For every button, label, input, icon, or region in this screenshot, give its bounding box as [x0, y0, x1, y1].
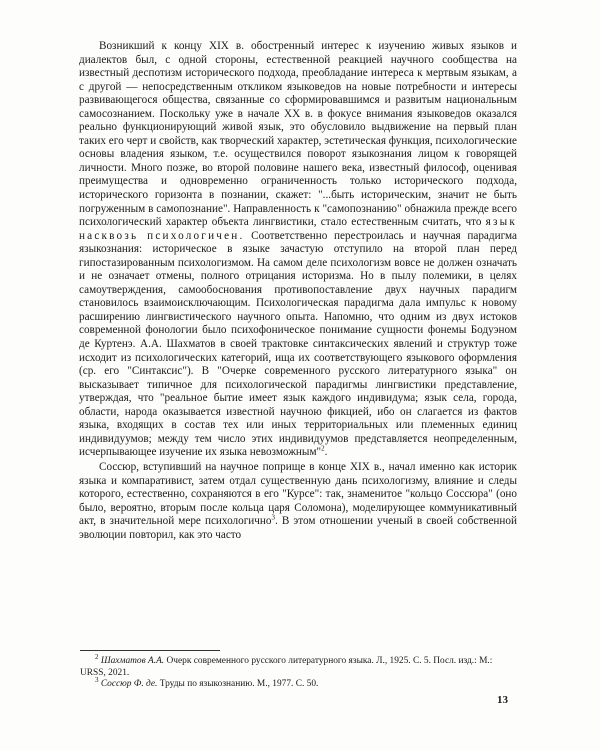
paragraph-2-segment-2: . В этом отношении ученый в своей собственной эволюции повторил, как это часто — [79, 515, 517, 541]
paragraph-1-segment-3: . — [324, 446, 328, 459]
paragraph-2-segment-1: Соссюр, вступивший на научное поприще в конце XIX в., начал именно как историк языка и компаративист, затем отдал существенную дань психологизму, влияние и следы которого, естественно, сохраняются в его "Курсе": так, знаменитое "кольцо Соссюра" (оно было, вероятно, вторым после кольца царя Соломона), моделирующее коммуникативный акт, в значительной мере психологично — [79, 460, 517, 528]
paragraph-2 — [79, 461, 517, 542]
footnote-divider — [80, 650, 220, 651]
footnote-3-text: Труды по языкознанию. М., 1977. С. 50. — [157, 679, 319, 690]
footnote-ref-2: 2 — [321, 444, 325, 453]
footnote-2 — [80, 652, 520, 679]
paragraph-1 — [79, 40, 517, 460]
page-number: 13 — [497, 694, 508, 706]
main-text — [79, 40, 517, 542]
paragraph-1-segment-1: Возникший к концу XIX в. обостренный интерес к изучению живых языков и диалектов был, с одной стороны, естественной реакцией научного сообщества на известный деспотизм исторического подхода, преобладание интереса к мертвым языкам, а с другой — непосредственным откликом языковедов на новые потребности и интересы развивающегося общества, связанные со сформировавшимся и развитым национальным самосознанием. Поскольку уже в начале XX в. в фокусе внимания языковедов оказался реально функционирующий живой язык, это обусловило выдвижение на первый план таких его черт и свойств, как творческий характер, эстетическая функция, психологические основы владения языком, т.е. осуществился поворот языкознания лицом к говорящей личности. Много позже, во второй половине нашего века, известный философ, оценивая преимущества и одновременно ограниченность только исторического подхода, исторического горизонта в познании, скажет: "...быть историческим, значит не быть погруженным в самопознание". Направленность к "самопознанию" обнажила прежде всего психологический характер объекта лингвистики, стало естественным считать, что — [79, 40, 518, 229]
footnote-2-author: Шахматов А.А. — [100, 656, 165, 666]
footnote-2-number: 2 — [95, 652, 99, 661]
footnote-3-number: 3 — [95, 676, 99, 685]
footnote-2-text: Очерк современного русского литературного языка. Л., 1925. С. 5. Посл. изд.: М.: URSS, 2021. — [80, 656, 493, 678]
footnote-3-author: Соссюр Ф. де. — [100, 679, 158, 690]
paragraph-1-segment-2: Соответственно перестроилась и научная парадигма языкознания: историческое в языке зачастую отступило на второй план перед гипостазированным психологизмом. На самом деле психологизм вовсе не должен означать и не означает отмены, полного отрицания историзма. Но в пылу полемики, в целях самоутверждения, самообоснования противопоставление двух научных парадигм становилось взаимоисключающим. Психологическая парадигма дала импульс к новому расширению лингвистического научного опыта. Напомню, что одним из двух истоков современной фонологии было психофоническое понимание сущности фонемы Бодуэном де Куртенэ. А.А. Шахматов в своей трактовке синтаксических явлений и структур тоже исходит из психологических категорий, ища их соответствующего языкового оформления (ср. его "Синтаксис"). В "Очерке современного русского литературного языка" он высказывает типичное для психологической парадигмы лингвистики представление, утверждая, что "реальное бытие имеет язык каждого индивидума; язык села, города, области, народа оказывается известной научною фикцией, ибо он слагается из фактов языка, входящих в состав тех или иных территориальных или племенных единиц индивидуумов; между тем число этих индивидуумов представляется неопределенным, исчерпывающее изучение их языка невозможным" — [79, 229, 517, 459]
spaced-emphasis: язык насквозь психологичен. — [79, 216, 517, 242]
footnotes — [80, 652, 520, 691]
footnote-ref-3: 3 — [271, 513, 275, 522]
footnote-3 — [80, 676, 520, 691]
